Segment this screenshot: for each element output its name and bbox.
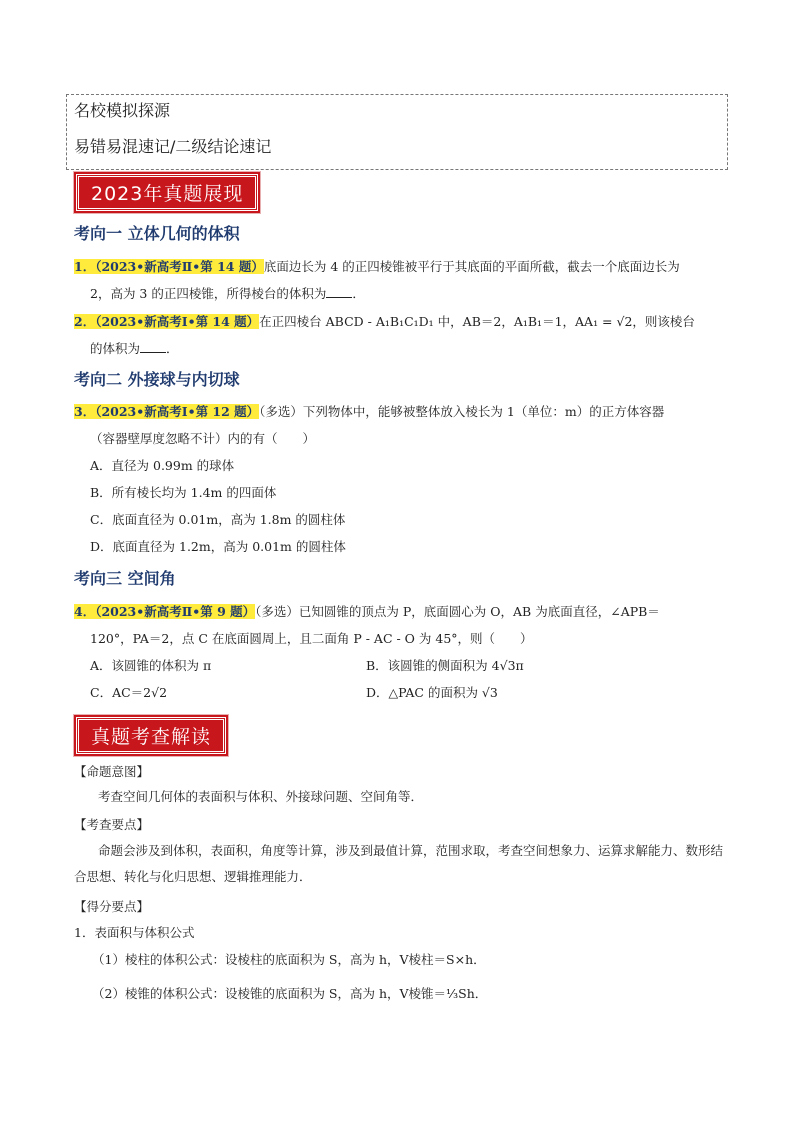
question-source: （2023•新高考Ⅱ•第 9 题） — [95, 604, 256, 619]
formula-heading: 1．表面积与体积公式 — [74, 925, 195, 940]
option-d[interactable]: D．底面直径为 1.2m，高为 0.01m 的圆柱体 — [90, 539, 346, 554]
pyramid-volume-formula: （2）棱锥的体积公式：设棱锥的底面积为 S，高为 h，V棱锥＝⅓Sh． — [92, 986, 488, 1001]
question-number: 3． — [74, 404, 96, 419]
option-b[interactable]: B．该圆锥的侧面积为 4√3π — [366, 658, 524, 673]
question-number: 1． — [74, 259, 96, 274]
question-text-cont: （容器壁厚度忽略不计）内的有（ ） — [90, 431, 316, 446]
question-1 — [74, 253, 724, 307]
section-heading-volume: 考向一 立体几何的体积 — [74, 224, 240, 243]
option-b[interactable]: B．所有棱长均为 1.4m 的四面体 — [90, 485, 277, 500]
tag-scoring-points: 【得分要点】 — [74, 899, 150, 914]
question-text: （多选）下列物体中，能够被整体放入棱长为 1（单位：m）的正方体容器 — [259, 404, 665, 419]
tag-intent: 【命题意图】 — [74, 764, 150, 779]
section-heading-angle: 考向三 空间角 — [74, 569, 176, 588]
question-text: 在正四棱台 ABCD - A₁B₁C₁D₁ 中，AB＝2，A₁B₁＝1，AA₁ = √2，则该棱台 — [259, 314, 695, 329]
option-a[interactable]: A．该圆锥的体积为 π — [90, 658, 212, 673]
option-a[interactable]: A．直径为 0.99m 的球体 — [90, 458, 235, 473]
option-d[interactable]: D．△PAC 的面积为 √3 — [366, 685, 498, 700]
section-heading-sphere: 考向二 外接球与内切球 — [74, 370, 240, 389]
punctuation: ． — [166, 341, 179, 356]
question-source: （2023•新高考Ⅰ•第 12 题） — [95, 404, 260, 419]
option-c[interactable]: C．底面直径为 0.01m，高为 1.8m 的圆柱体 — [90, 512, 346, 527]
question-number: 2． — [74, 314, 96, 329]
question-text-cont: 2，高为 3 的正四棱锥，所得棱台的体积为 — [90, 286, 327, 301]
question-text-cont: 的体积为 — [90, 341, 141, 356]
question-4 — [74, 598, 724, 706]
question-text: （多选）已知圆锥的顶点为 P，底面圆心为 O，AB 为底面直径，∠APB＝ — [255, 604, 660, 619]
punctuation: ． — [352, 286, 365, 301]
toc-link-quick-notes[interactable]: 易错易混速记/二级结论速记 — [74, 137, 272, 156]
question-source: （2023•新高考Ⅰ•第 14 题） — [95, 314, 260, 329]
banner-exam-analysis: 真题考查解读 — [76, 717, 226, 754]
intent-text: 考查空间几何体的表面积与体积、外接球问题、空间角等． — [98, 789, 424, 804]
question-text-cont: 120°，PA＝2，点 C 在底面圆周上，且二面角 P - AC - O 为 45°，则（ ） — [90, 631, 533, 646]
tag-key-points: 【考查要点】 — [74, 817, 150, 832]
question-number: 4． — [74, 604, 96, 619]
question-text: 底面边长为 4 的正四棱锥被平行于其底面的平面所截，截去一个底面边长为 — [263, 259, 680, 274]
prism-volume-formula: （1）棱柱的体积公式：设棱柱的底面积为 S，高为 h，V棱柱＝S×h． — [92, 952, 486, 967]
answer-blank[interactable] — [140, 340, 166, 353]
banner-real-exam: 2023年真题展现 — [76, 174, 258, 211]
option-c[interactable]: C．AC＝2√2 — [90, 685, 168, 700]
question-2 — [74, 308, 724, 362]
question-3 — [74, 398, 724, 560]
question-source: （2023•新高考Ⅱ•第 14 题） — [95, 259, 264, 274]
key-points-text: 命题会涉及到体积，表面积，角度等计算，涉及到最值计算，范围求取，考查空间想象力、运算求解能力、数形结合思想、转化与化归思想、逻辑推理能力． — [74, 843, 724, 884]
toc-link-mock-exams[interactable]: 名校模拟探源 — [74, 101, 171, 120]
answer-blank[interactable] — [326, 285, 352, 298]
